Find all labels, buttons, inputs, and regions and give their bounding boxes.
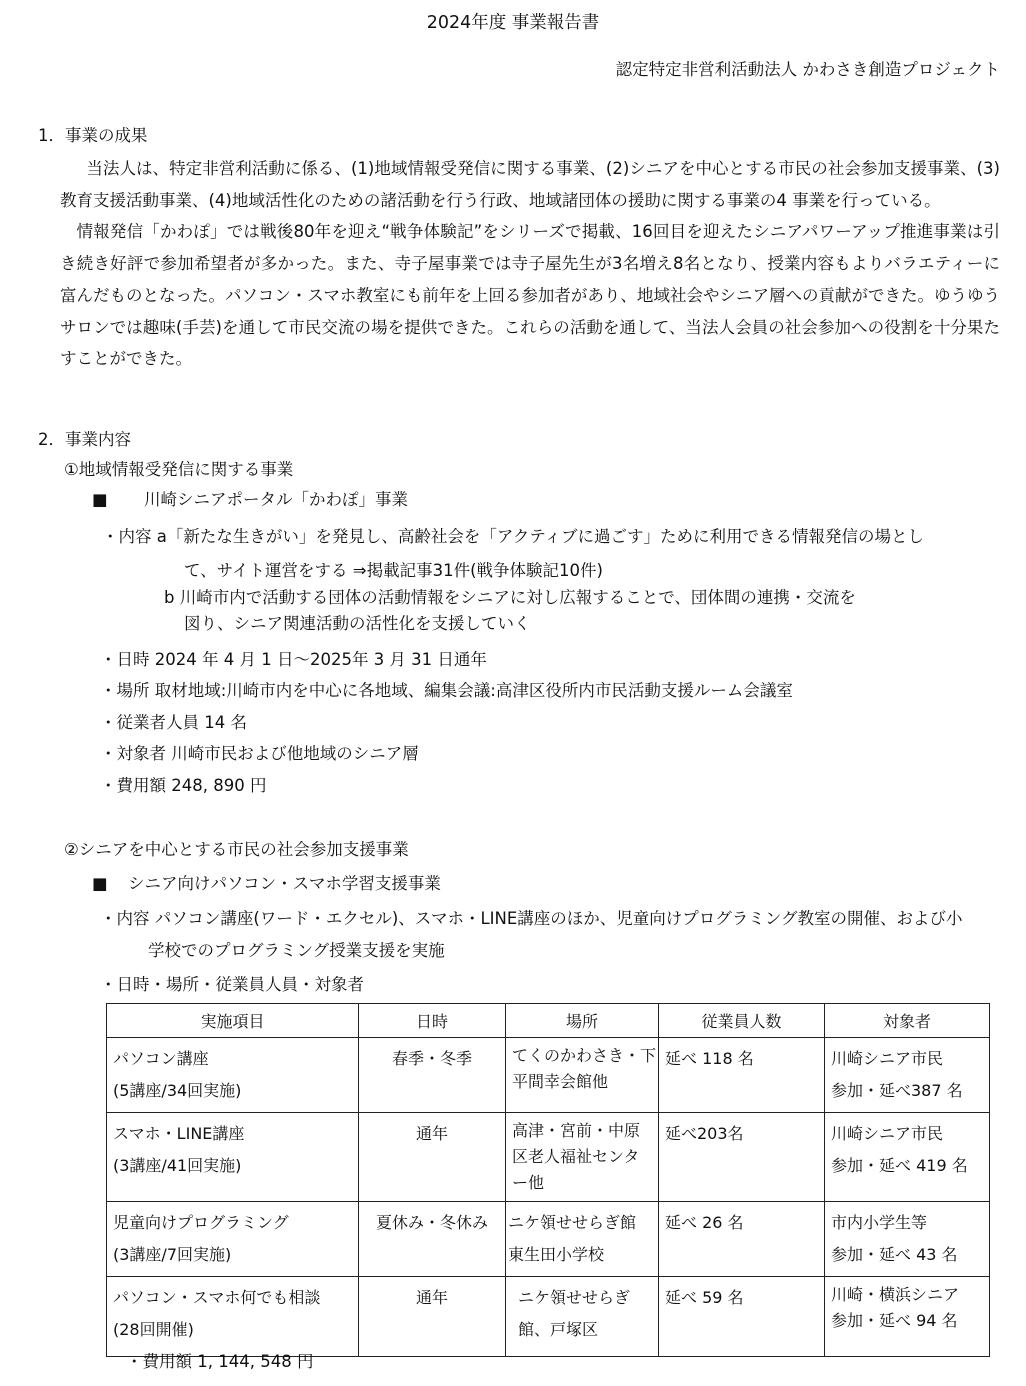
table-row xyxy=(107,1202,990,1277)
document-title: 2024年度 事業報告書 xyxy=(426,13,600,33)
column-header-place: 場所 xyxy=(506,1004,659,1038)
subsection-2-heading: ②シニアを中心とする市民の社会参加支援事業 xyxy=(64,840,409,859)
pc-smartphone-cost: ・費用額 1, 144, 548 円 xyxy=(126,1352,314,1371)
column-header-target: 対象者 xyxy=(825,1004,990,1038)
kawapo-target: ・対象者 川崎市民および他地域のシニア層 xyxy=(100,744,419,763)
results-paragraph-1: 当法人は、特定非営利活動に係る、(1)地域情報受発信に関する事業、(2)シニアを中心とする市民の社会参加支援事業、(3)教育支援活動事業、(4)地域活性化のための諸活動を行う行政、地域諸団体の援助に関する事業の4 事業を行っている。 xyxy=(60,159,1000,210)
table-row xyxy=(107,1038,990,1113)
activity-table xyxy=(106,1003,990,1357)
subsection-1-heading: ①地域情報受発信に関する事業 xyxy=(64,460,294,479)
cell-date: 夏休み・冬休み xyxy=(359,1202,506,1277)
table-header-row xyxy=(107,1004,990,1038)
project-title-kawapo: 川崎シニアポータル「かわぽ」事業 xyxy=(144,490,408,509)
cell-staff: 延べ 26 名 xyxy=(659,1202,825,1277)
cell-date: 通年 xyxy=(359,1277,506,1357)
column-header-date: 日時 xyxy=(359,1004,506,1038)
cell-date: 通年 xyxy=(359,1113,506,1202)
kawapo-place: ・場所 取材地域:川崎市内を中心に各地域、編集会議:高津区役所内市民活動支援ルーム会議室 xyxy=(100,681,793,700)
column-header-item: 実施項目 xyxy=(107,1004,359,1038)
cell-item: 児童向けプログラミング (3講座/7回実施) xyxy=(107,1202,359,1277)
content-line-1: ・内容 パソコン講座(ワード・エクセル)、スマホ・LINE講座のほか、児童向けプログラミング教室の開催、および小 xyxy=(100,909,963,928)
cell-place: 高津・宮前・中原 区老人福祉センタ ー他 xyxy=(506,1113,659,1202)
cell-target: 川崎シニア市民 参加・延べ387 名 xyxy=(825,1038,990,1113)
section-1-body xyxy=(60,153,1000,375)
kawapo-cost: ・費用額 248, 890 円 xyxy=(100,776,267,795)
cell-staff: 延べ203名 xyxy=(659,1113,825,1202)
table-caption: ・日時・場所・従業員人員・対象者 xyxy=(100,975,364,994)
cell-target: 川崎シニア市民 参加・延べ 419 名 xyxy=(825,1113,990,1202)
cell-item: スマホ・LINE講座 (3講座/41回実施) xyxy=(107,1113,359,1202)
content-b-line-1: b 川崎市内で活動する団体の活動情報をシニアに対し広報することで、団体間の連携・交流を xyxy=(164,588,856,607)
table-row xyxy=(107,1113,990,1202)
cell-target: 市内小学生等 参加・延べ 43 名 xyxy=(825,1202,990,1277)
content-line-2: 学校でのプログラミング授業支援を実施 xyxy=(148,941,445,960)
kawapo-staff: ・従業者人員 14 名 xyxy=(100,713,247,732)
content-b-line-2: 図り、シニア関連活動の活性化を支援していく xyxy=(184,614,531,633)
table-row xyxy=(107,1277,990,1357)
kawapo-date: ・日時 2024 年 4 月 1 日～2025年 3 月 31 日通年 xyxy=(100,650,487,669)
cell-item: パソコン講座 (5講座/34回実施) xyxy=(107,1038,359,1113)
cell-target: 川崎・横浜シニア 参加・延べ 94 名 xyxy=(825,1277,990,1357)
bullet-square-icon: ■ xyxy=(92,874,108,893)
organization-name: 認定特定非営利活動法人 かわさき創造プロジェクト xyxy=(615,60,1000,79)
column-header-staff: 従業員人数 xyxy=(659,1004,825,1038)
section-2-heading: 2．事業内容 xyxy=(38,430,131,449)
project-title-pc-smartphone: シニア向けパソコン・スマホ学習支援事業 xyxy=(128,874,441,893)
results-paragraph-2: 情報発信「かわぽ」では戦後80年を迎え“戦争体験記”をシリーズで掲載、16回目を迎えたシニアパワーアップ推進事業は引き続き好評で参加希望者が多かった。また、寺子屋事業では寺子屋先生が3名増え8名となり、授業内容もよりバラエティーに富んだものとなった。パソコン・スマホ教室にも前年を上回る参加者があり、地域社会やシニア層への貢献ができた。ゆうゆうサロンでは趣味(手芸)を通して市民交流の場を提供できた。これらの活動を通して、当法人会員の社会参加への役割を十分果たすことができた。 xyxy=(60,222,1000,369)
cell-staff: 延べ 118 名 xyxy=(659,1038,825,1113)
cell-place: ニケ領せせらぎ館 東生田小学校 xyxy=(506,1202,659,1277)
cell-staff: 延べ 59 名 xyxy=(659,1277,825,1357)
content-a-line-2: て、サイト運営をする ⇒掲載記事31件(戦争体験記10件) xyxy=(184,561,603,580)
cell-place: ニケ領せせらぎ 館、戸塚区 xyxy=(506,1277,659,1357)
cell-date: 春季・冬季 xyxy=(359,1038,506,1113)
section-1-heading: 1．事業の成果 xyxy=(38,126,148,145)
content-a-line-1: ・内容 a「新たな生きがい」を発見し、高齢社会を「アクティブに過ごす」ために利用できる情報発信の場とし xyxy=(102,527,925,546)
cell-place: てくのかわさき・下 平間幸会館他 xyxy=(506,1038,659,1113)
cell-item: パソコン・スマホ何でも相談 (28回開催) xyxy=(107,1277,359,1357)
bullet-square-icon: ■ xyxy=(92,490,108,509)
